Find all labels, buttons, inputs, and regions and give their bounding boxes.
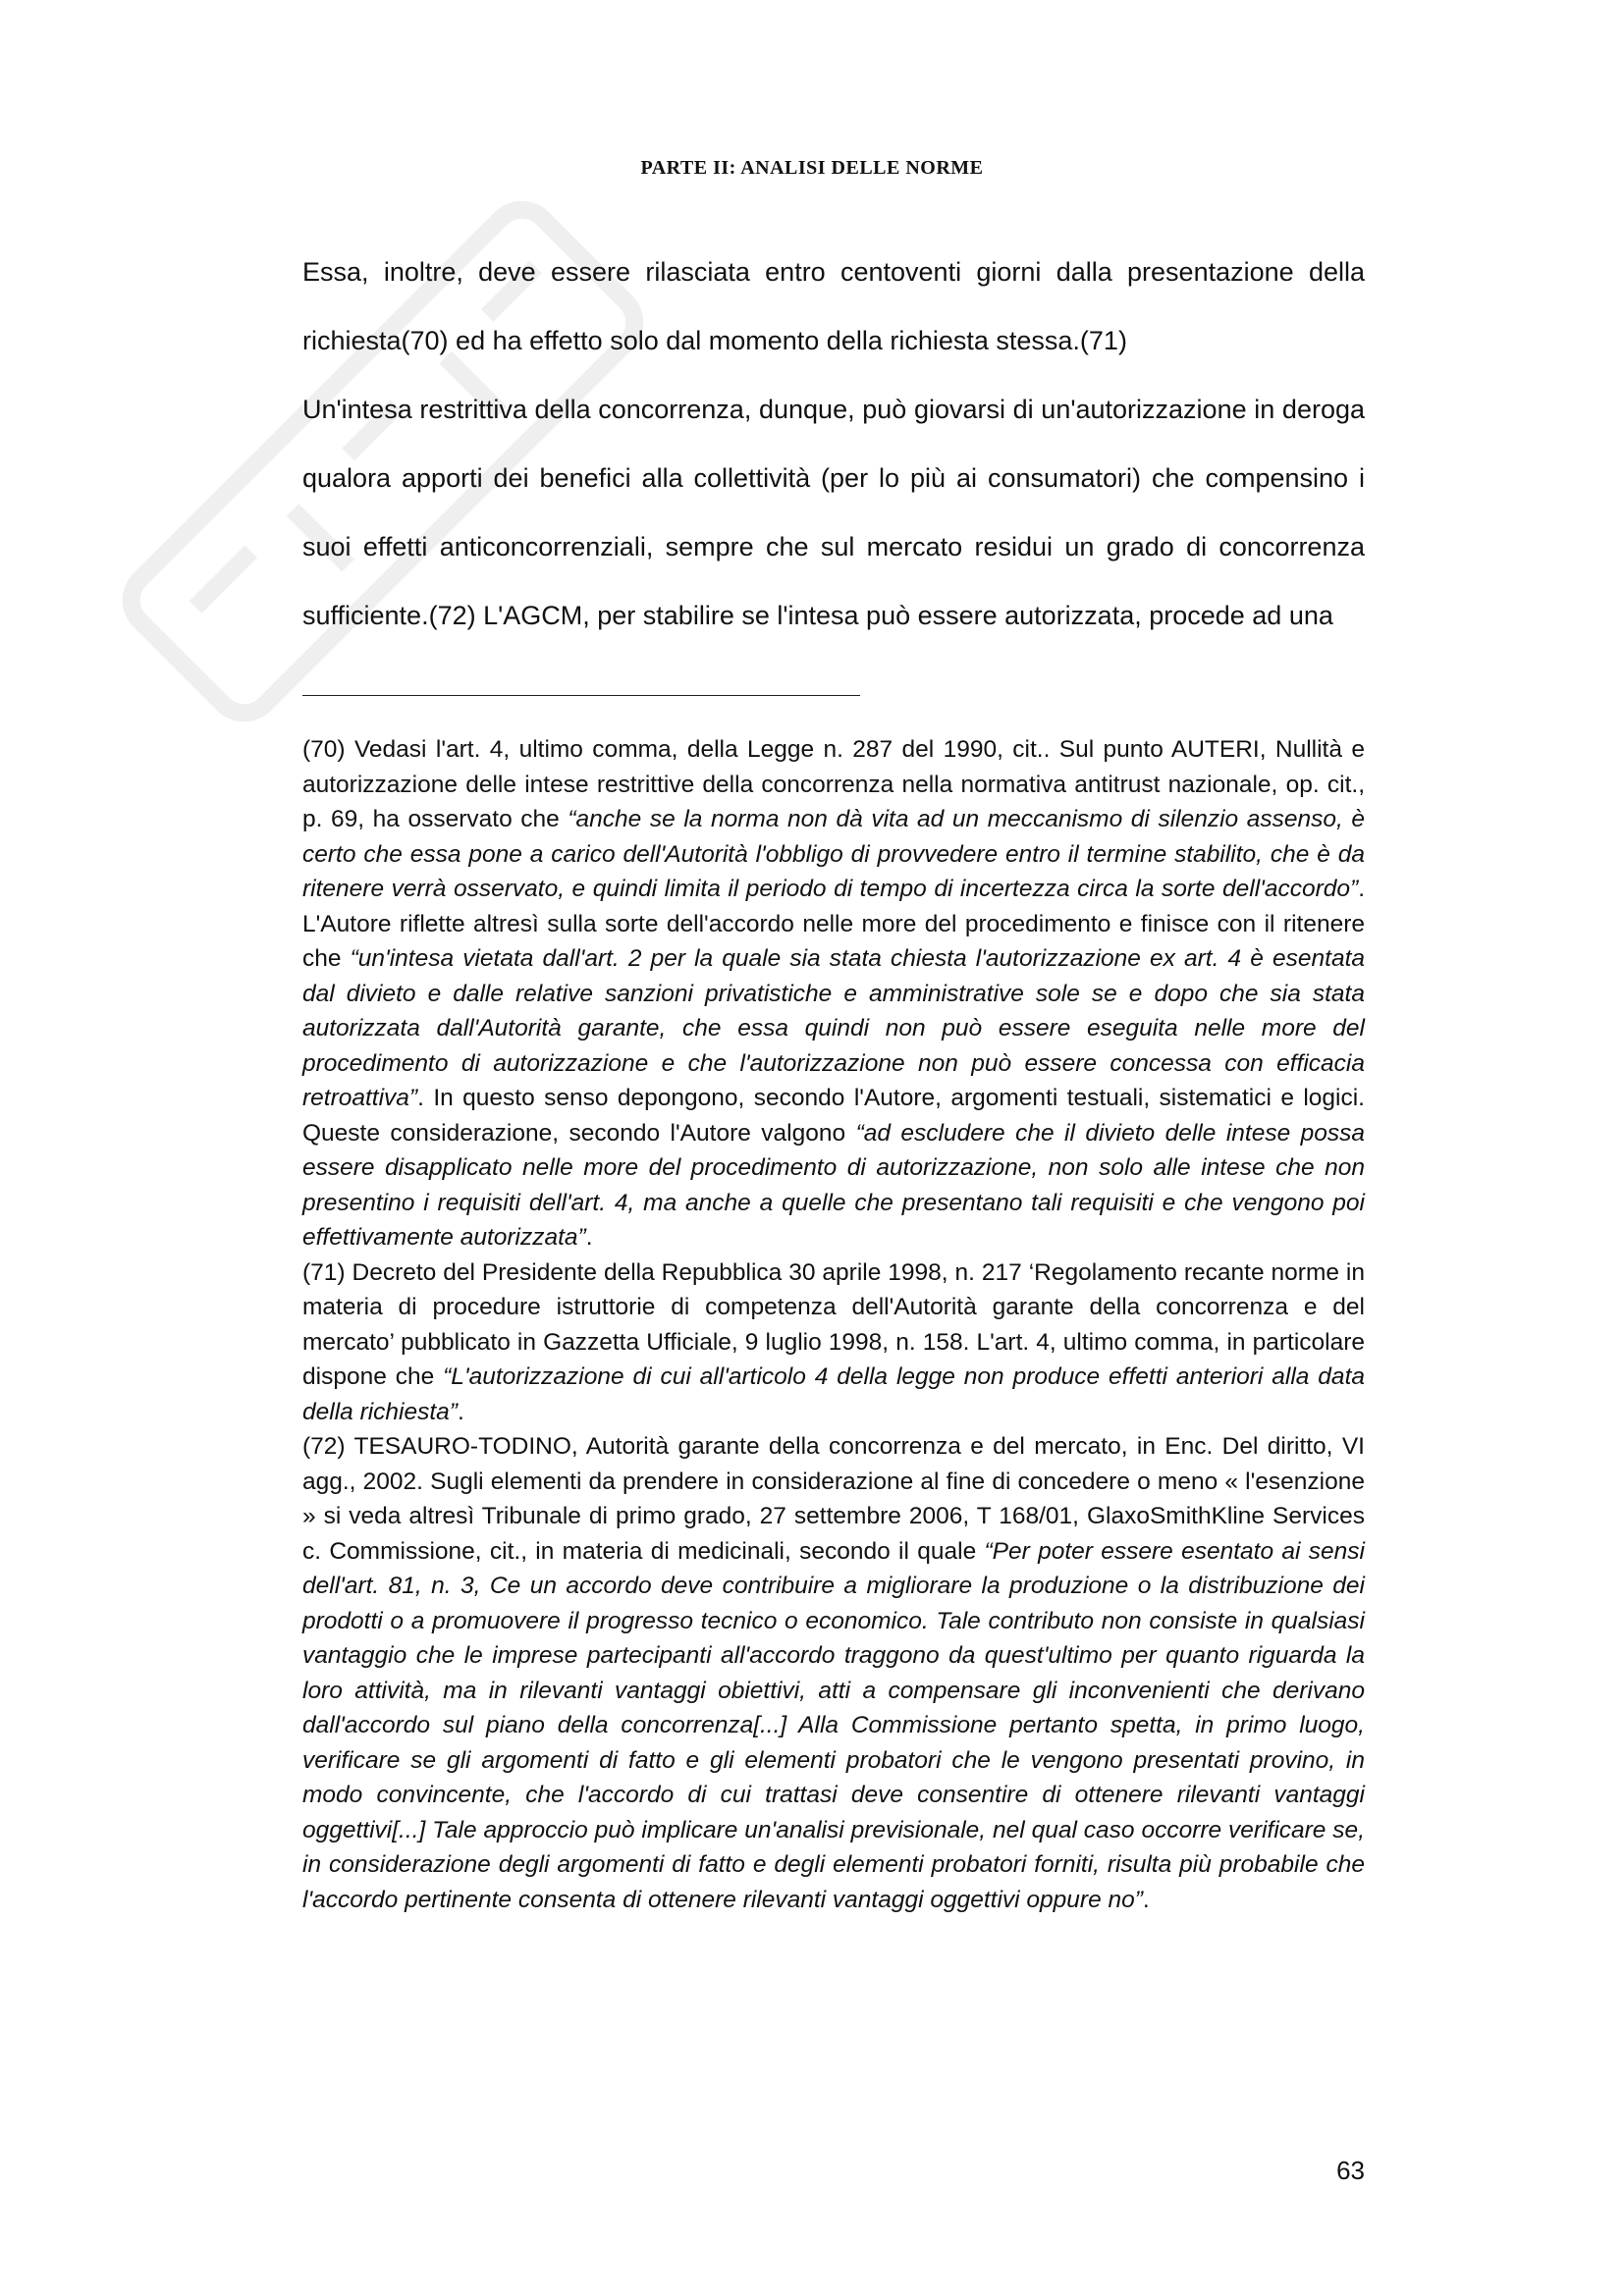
footnote-72-text-1: (72) TESAURO-TODINO, Autorità garante della concorrenza e del mercato, in Enc. Del diritto, VI agg., 2002. Sugli elementi da prendere in considerazione al fine di concedere o meno « l'esenzione » si veda altresì Tribunale di primo grado, 27 settembre 2006, T 168/01, GlaxoSmithKline Services c. Commissione, cit., in materia di medicinali, secondo il quale xyxy=(302,1433,1365,1565)
footnote-72-quote-1: “Per poter essere esentato ai sensi dell'art. 81, n. 3, Ce un accordo deve contribuire a migliorare la produzione o la distribuzione dei prodotti o a promuovere il progresso tecnico o economico. Tale contributo non consiste in qualsiasi vantaggio che le imprese partecipanti all'accordo traggono da quest'ultimo per quanto riguarda la loro attività, ma in rilevanti vantaggi obiettivi, atti a compensare gli inconvenienti che derivano dall'accordo sul piano della concorrenza[...] Alla Commissione pertanto spetta, in primo luogo, verificare se gli argomenti di fatto e gli elementi probatori che le vengono presentati provino, in modo convincente, che l'accordo di cui trattasi deve consentire di ottenere rilevanti vantaggi oggettivi[...] Tale approccio può implicare un'analisi previsionale, nel qual caso occorre verificare se, in considerazione degli argomenti di fatto e degli elementi probatori forniti, risulta più probabile che l'accordo pertinente consenta di ottenere rilevanti vantaggi oggettivi oppure no” xyxy=(302,1537,1365,1913)
body-text xyxy=(302,238,1365,650)
footnote-71-quote-1: “L'autorizzazione di cui all'articolo 4 della legge non produce effetti anteriori alla data della richiesta” xyxy=(302,1363,1365,1425)
footnotes xyxy=(302,732,1365,1917)
footnote-70-text-2: . L'Autore riflette altresì sulla sorte dell'accordo nelle more del procedimento e finisce con il ritenere che xyxy=(302,876,1365,972)
body-paragraph-2: Un'intesa restrittiva della concorrenza, dunque, può giovarsi di un'autorizzazione in deroga qualora apporti dei benefici alla collettività (per lo più ai consumatori) che compensino i suoi effetti anticoncorrenziali, sempre che sul mercato residui un grado di concorrenza sufficiente.(72) L'AGCM, per stabilire se l'intesa può essere autorizzata, procede ad una xyxy=(302,395,1365,630)
footnote-70-quote-3: “ad escludere che il divieto delle intese possa essere disapplicato nelle more del procedimento di autorizzazione, non solo alle intese che non presentino i requisiti dell'art. 4, ma anche a quelle che presentano tali requisiti e che vengono poi effettivamente autorizzata” xyxy=(302,1119,1366,1251)
footnote-71-text-2: . xyxy=(457,1398,464,1425)
footnote-70-quote-2: “un'intesa vietata dall'art. 2 per la quale sia stata chiesta l'autorizzazione ex art. 4 è esentata dal divieto e dalle relative sanzioni privatistiche e amministrative sole se e dopo che sia stata autorizzata dall'Autorità garante, che essa quindi non può essere eseguita nelle more del procedimento di autorizzazione e che l'autorizzazione non può essere concessa con efficacia retroattiva” xyxy=(302,945,1365,1111)
footnote-72-text-2: . xyxy=(1142,1886,1150,1913)
page-header: PARTE II: ANALISI DELLE NORME xyxy=(640,157,984,179)
footnote-72 xyxy=(302,1429,1365,1917)
footnote-70-text-4: . xyxy=(585,1224,593,1251)
footnote-70 xyxy=(302,732,1365,1255)
footnote-70-text-1: (70) Vedasi l'art. 4, ultimo comma, della Legge n. 287 del 1990, cit.. Sul punto AUTERI, Nullità e autorizzazione delle intese restrittive della concorrenza nella normativa antitrust nazionale, op. cit., p. 69, ha osservato che xyxy=(302,736,1365,832)
body-paragraph-1: Essa, inoltre, deve essere rilasciata entro centoventi giorni dalla presentazione della richiesta(70) ed ha effetto solo dal momento della richiesta stessa.(71) xyxy=(302,257,1365,355)
footnote-separator xyxy=(302,695,860,696)
page-number: 63 xyxy=(1336,2156,1365,2185)
footnote-71-text-1: (71) Decreto del Presidente della Repubblica 30 aprile 1998, n. 217 ‘Regolamento recante norme in materia di procedure istruttorie di competenza dell'Autorità garante della concorrenza e del mercato’ pubblicato in Gazzetta Ufficiale, 9 luglio 1998, n. 158. L'art. 4, ultimo comma, in particolare dispone che xyxy=(302,1258,1365,1390)
footnote-71 xyxy=(302,1255,1365,1430)
footnote-70-quote-1: “anche se la norma non dà vita ad un meccanismo di silenzio assenso, è certo che essa pone a carico dell'Autorità l'obbligo di provvedere entro il termine stabilito, che è da ritenere verrà osservato, e quindi limita il periodo di tempo di incertezza circa la sorte dell'accordo” xyxy=(302,806,1366,902)
footnote-70-text-3: . In questo senso depongono, secondo l'Autore, argomenti testuali, sistematici e logici. Queste considerazione, secondo l'Autore valgono xyxy=(302,1085,1365,1147)
